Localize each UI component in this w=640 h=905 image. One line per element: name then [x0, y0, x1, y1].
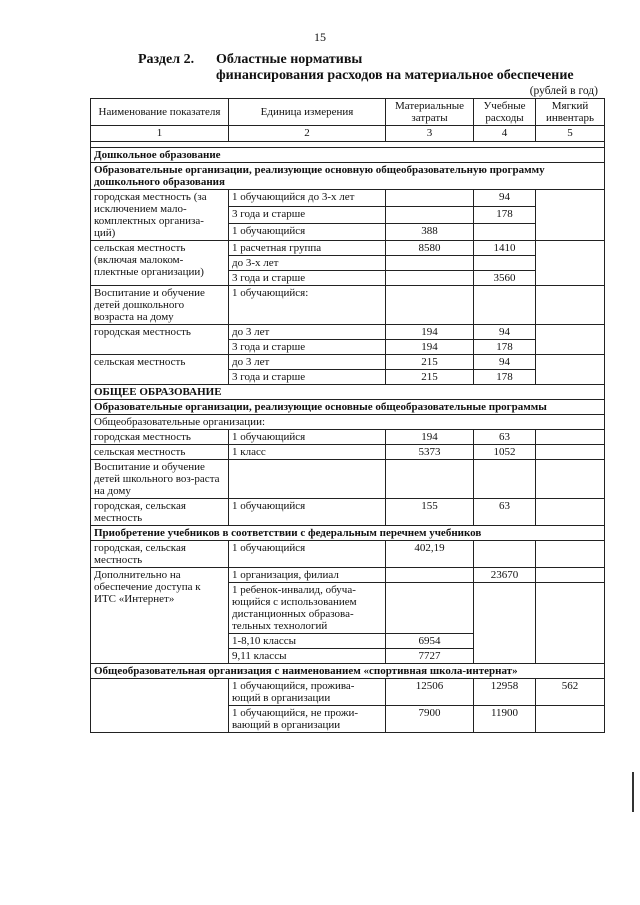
table-row — [91, 679, 605, 706]
header-cell: Учебные расходы — [474, 99, 536, 126]
label-row — [91, 415, 605, 430]
unit-cell: 1 ребенок-инвалид, обуча-ющийся с использованием дистанционных образова-тельных технологий — [229, 583, 386, 634]
table-row — [91, 445, 605, 460]
edu-cell: 23670 — [474, 568, 536, 583]
soft-cell — [536, 430, 605, 445]
mat-cell: 155 — [386, 499, 474, 526]
mat-cell: 388 — [386, 224, 474, 241]
soft-cell — [536, 541, 605, 568]
row-label: сельская местность — [91, 355, 229, 385]
mat-cell: 7900 — [386, 706, 474, 733]
edu-cell — [474, 286, 536, 325]
table-row — [91, 541, 605, 568]
unit-cell: 1 расчетная группа — [229, 241, 386, 256]
mat-cell: 194 — [386, 340, 474, 355]
unit-cell: 1 обучающийся: — [229, 286, 386, 325]
mat-cell — [386, 207, 474, 224]
norms-table — [90, 98, 605, 733]
unit-cell: 3 года и старше — [229, 207, 386, 224]
unit-cell: 1 обучающийся до 3-х лет — [229, 190, 386, 207]
soft-cell — [536, 499, 605, 526]
unit-cell: 1 обучающийся, прожива-ющий в организации — [229, 679, 386, 706]
unit-cell: 1 обучающийся — [229, 499, 386, 526]
section-row — [91, 385, 605, 400]
units-note: (рублей в год) — [529, 85, 598, 97]
row-label: городская местность (за исключением мало-комплектных организа-ций) — [91, 190, 229, 241]
edu-cell: 94 — [474, 190, 536, 207]
edu-cell: 178 — [474, 340, 536, 355]
table-row — [91, 430, 605, 445]
unit-cell: 1 обучающийся, не прожи-вающий в организации — [229, 706, 386, 733]
edu-cell: 63 — [474, 499, 536, 526]
col-number: 1 — [91, 126, 229, 142]
soft-cell — [536, 583, 605, 664]
soft-cell — [536, 241, 605, 286]
soft-cell — [536, 445, 605, 460]
unit-cell: 9,11 классы — [229, 649, 386, 664]
edu-cell: 3560 — [474, 271, 536, 286]
edu-cell: 178 — [474, 370, 536, 385]
soft-cell — [536, 286, 605, 325]
column-number-row — [91, 126, 605, 142]
subsection-heading: Образовательные организации, реализующие основные общеобразовательные программы — [91, 400, 605, 415]
header-cell: Единица измерения — [229, 99, 386, 126]
mat-cell: 12506 — [386, 679, 474, 706]
row-label: сельская местность (включая малоком-плектные организации) — [91, 241, 229, 286]
row-label: городская местность — [91, 325, 229, 355]
edu-cell: 94 — [474, 355, 536, 370]
header-cell: Материальные затраты — [386, 99, 474, 126]
unit-cell: 3 года и старше — [229, 340, 386, 355]
mat-cell: 402,19 — [386, 541, 474, 568]
subsection-row — [91, 526, 605, 541]
subsection-row — [91, 163, 605, 190]
edu-cell: 1052 — [474, 445, 536, 460]
subsection-heading: Приобретение учебников в соответствии с федеральным перечнем учебников — [91, 526, 605, 541]
mat-cell: 6954 — [386, 634, 474, 649]
section-title-line1: Областные нормативы — [216, 52, 363, 67]
table-row — [91, 190, 605, 207]
row-label — [91, 679, 229, 733]
section-label: Раздел 2. — [138, 52, 195, 67]
section-title-line2: финансирования расходов на материальное обеспечение — [216, 68, 574, 83]
unit-cell: 1 обучающийся — [229, 430, 386, 445]
soft-cell — [536, 355, 605, 385]
edu-cell: 178 — [474, 207, 536, 224]
table-row — [91, 286, 605, 325]
section-title — [138, 52, 574, 84]
unit-cell: 1 класс — [229, 445, 386, 460]
section-row — [91, 148, 605, 163]
mat-cell: 8580 — [386, 241, 474, 256]
edu-cell: 1410 — [474, 241, 536, 256]
col-number: 2 — [229, 126, 386, 142]
mat-cell: 215 — [386, 355, 474, 370]
mat-cell — [386, 286, 474, 325]
mat-cell — [386, 568, 474, 583]
table-row — [91, 499, 605, 526]
section-heading: Дошкольное образование — [91, 148, 605, 163]
mat-cell — [386, 583, 474, 634]
col-number: 4 — [474, 126, 536, 142]
edu-cell: 12958 — [474, 679, 536, 706]
unit-cell: 1 обучающийся — [229, 541, 386, 568]
edu-cell — [474, 460, 536, 499]
table-row — [91, 241, 605, 256]
unit-cell: 3 года и старше — [229, 370, 386, 385]
unit-cell: 1-8,10 классы — [229, 634, 386, 649]
row-label: Дополнительно на обеспечение доступа к ИТС «Интернет» — [91, 568, 229, 664]
edu-cell — [474, 224, 536, 241]
subsection-row — [91, 400, 605, 415]
mat-cell — [386, 256, 474, 271]
mat-cell: 7727 — [386, 649, 474, 664]
table-row — [91, 568, 605, 583]
edu-cell: 63 — [474, 430, 536, 445]
row-label: городская, сельская местность — [91, 541, 229, 568]
soft-cell — [536, 706, 605, 733]
unit-cell: до 3-х лет — [229, 256, 386, 271]
row-label: Воспитание и обучение детей дошкольного возраста на дому — [91, 286, 229, 325]
mat-cell: 194 — [386, 430, 474, 445]
page-number: 15 — [314, 30, 326, 44]
mat-cell: 215 — [386, 370, 474, 385]
edu-cell — [474, 256, 536, 271]
edu-cell — [474, 541, 536, 568]
edu-cell — [474, 583, 536, 664]
section-heading: ОБЩЕЕ ОБРАЗОВАНИЕ — [91, 385, 605, 400]
edu-cell: 94 — [474, 325, 536, 340]
scan-edge-mark — [632, 772, 634, 812]
table-row — [91, 460, 605, 499]
unit-cell: 1 организация, филиал — [229, 568, 386, 583]
unit-cell: до 3 лет — [229, 355, 386, 370]
col-number: 3 — [386, 126, 474, 142]
mat-cell: 5373 — [386, 445, 474, 460]
row-label: сельская местность — [91, 445, 229, 460]
unit-cell: до 3 лет — [229, 325, 386, 340]
unit-cell — [229, 460, 386, 499]
edu-cell: 11900 — [474, 706, 536, 733]
header-cell: Наименование показателя — [91, 99, 229, 126]
col-number: 5 — [536, 126, 605, 142]
subsection-row — [91, 664, 605, 679]
unit-cell: 3 года и старше — [229, 271, 386, 286]
org-label: Общеобразовательные организации: — [91, 415, 605, 430]
soft-cell — [536, 568, 605, 583]
unit-cell: 1 обучающийся — [229, 224, 386, 241]
soft-cell — [536, 190, 605, 241]
subsection-heading: Образовательные организации, реализующие основную общеобразовательную программу дошкольного образования — [91, 163, 605, 190]
header-row — [91, 99, 605, 126]
row-label: Воспитание и обучение детей школьного воз-раста на дому — [91, 460, 229, 499]
table-row — [91, 355, 605, 370]
soft-cell — [536, 460, 605, 499]
mat-cell — [386, 190, 474, 207]
row-label: городская, сельская местность — [91, 499, 229, 526]
subsection-heading: Общеобразовательная организация с наименованием «спортивная школа-интернат» — [91, 664, 605, 679]
table-row — [91, 325, 605, 340]
mat-cell — [386, 271, 474, 286]
soft-cell — [536, 325, 605, 355]
mat-cell — [386, 460, 474, 499]
row-label: городская местность — [91, 430, 229, 445]
header-cell: Мягкий инвентарь — [536, 99, 605, 126]
mat-cell: 194 — [386, 325, 474, 340]
soft-cell: 562 — [536, 679, 605, 706]
